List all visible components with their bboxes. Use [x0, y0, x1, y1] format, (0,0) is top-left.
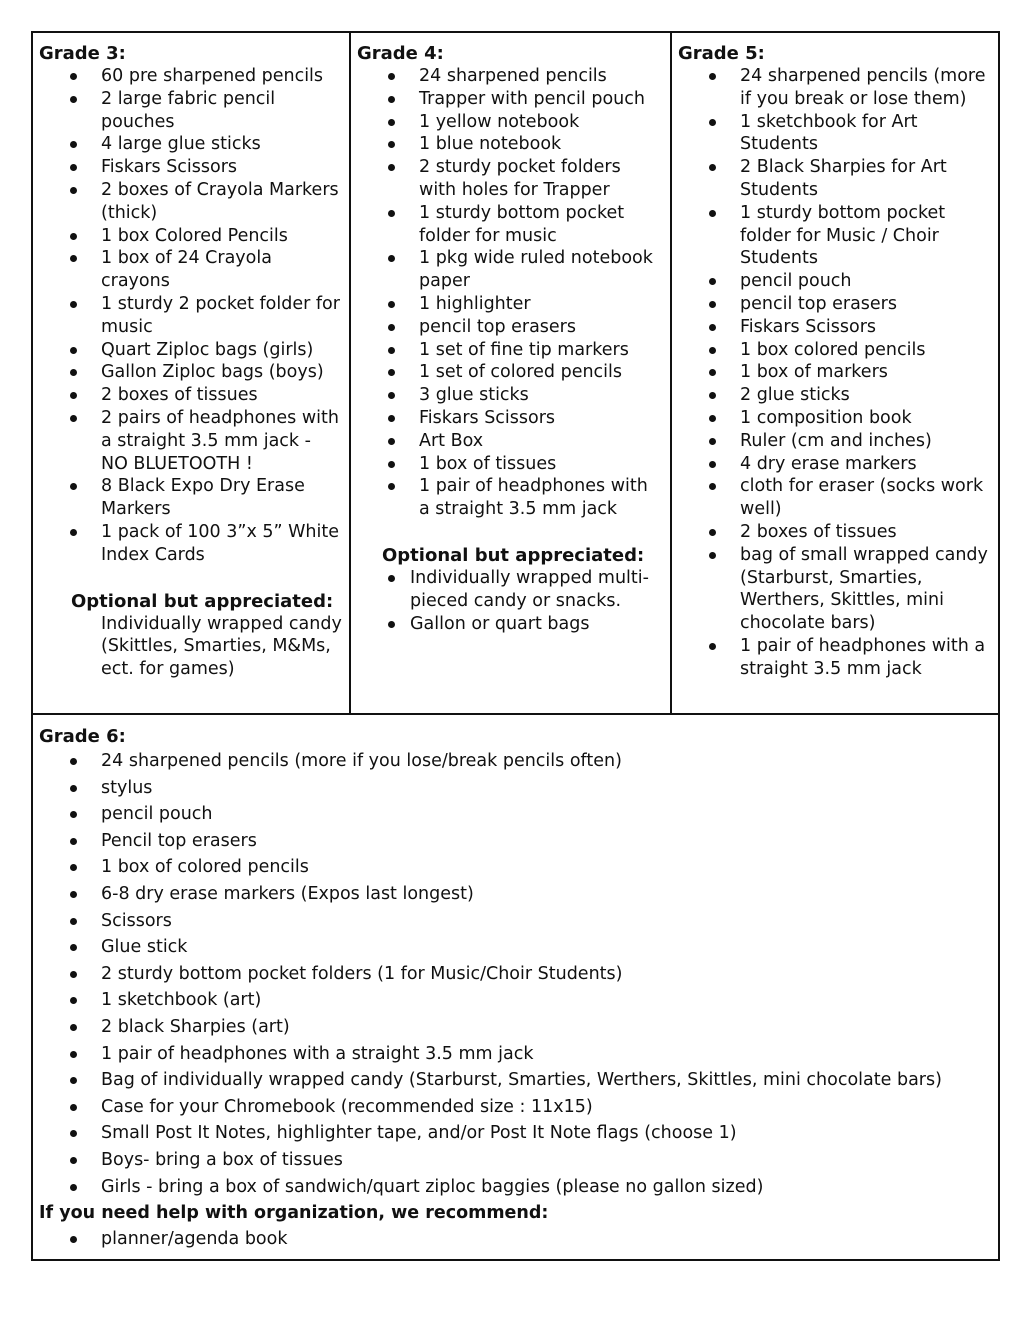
- bullet-icon: [709, 529, 716, 536]
- bullet-icon: [70, 758, 77, 765]
- bullet-icon: [388, 119, 395, 126]
- bullet-icon: [709, 119, 716, 126]
- organization-list: [39, 1226, 992, 1253]
- list-item: Ruler (cm and inches): [678, 430, 992, 453]
- bullet-icon: [388, 621, 395, 628]
- bullet-icon: [70, 1157, 77, 1164]
- grade-3-heading: Grade 3:: [39, 43, 126, 64]
- list-item: 2 boxes of Crayola Markers (thick): [39, 179, 343, 225]
- grade-3-optional-text: Individually wrapped candy (Skittles, Smarties, M&Ms, ect. for games): [101, 613, 342, 680]
- bullet-icon: [709, 164, 716, 171]
- bullet-icon: [70, 1077, 77, 1084]
- list-item: 4 dry erase markers: [678, 453, 992, 476]
- list-item: Case for your Chromebook (recommended size : 11x15): [39, 1094, 992, 1121]
- list-item: pencil top erasers: [678, 293, 992, 316]
- list-item: pencil pouch: [39, 801, 992, 828]
- bullet-icon: [70, 1024, 77, 1031]
- list-item: Fiskars Scissors: [678, 316, 992, 339]
- grade-5-list: [678, 65, 992, 681]
- bullet-icon: [709, 552, 716, 559]
- bullet-icon: [709, 210, 716, 217]
- list-item: pencil top erasers: [357, 316, 664, 339]
- bullet-icon: [70, 864, 77, 871]
- list-item: 1 pair of headphones with a straight 3.5 mm jack: [357, 475, 664, 521]
- list-item: cloth for eraser (socks work well): [678, 475, 992, 521]
- bullet-icon: [70, 971, 77, 978]
- grade-4-column: [351, 33, 672, 713]
- bullet-icon: [388, 461, 395, 468]
- list-item: 2 black Sharpies (art): [39, 1014, 992, 1041]
- grade-3-optional-heading: Optional but appreciated:: [71, 590, 334, 612]
- bullet-icon: [709, 347, 716, 354]
- bullet-icon: [709, 483, 716, 490]
- grade-6-heading: Grade 6:: [39, 726, 126, 747]
- bullet-icon: [70, 392, 77, 399]
- list-item: 2 large fabric pencil pouches: [39, 88, 343, 134]
- organization-heading: If you need help with organization, we recommend:: [39, 1203, 549, 1224]
- bullet-icon: [70, 164, 77, 171]
- bullet-icon: [388, 141, 395, 148]
- bullet-icon: [70, 255, 77, 262]
- bullet-icon: [388, 369, 395, 376]
- list-item: 1 set of colored pencils: [357, 361, 664, 384]
- list-item: Small Post It Notes, highlighter tape, and/or Post It Note flags (choose 1): [39, 1120, 992, 1147]
- supply-list-table: [31, 31, 1000, 1261]
- list-item: Boys- bring a box of tissues: [39, 1147, 992, 1174]
- bullet-icon: [388, 483, 395, 490]
- list-item: 1 sketchbook for Art Students: [678, 111, 992, 157]
- bullet-icon: [388, 324, 395, 331]
- bullet-icon: [709, 278, 716, 285]
- list-item: 2 pairs of headphones with a straight 3.5 mm jack - NO BLUETOOTH !: [39, 407, 343, 475]
- list-item: 1 sketchbook (art): [39, 987, 992, 1014]
- bullet-icon: [709, 369, 716, 376]
- list-item: bag of small wrapped candy (Starburst, Smarties, Werthers, Skittles, mini chocolate bars): [678, 544, 992, 635]
- list-item: 2 boxes of tissues: [39, 384, 343, 407]
- bullet-icon: [709, 392, 716, 399]
- list-item: 1 box of tissues: [357, 453, 664, 476]
- list-item: 24 sharpened pencils (more if you break or lose them): [678, 65, 992, 111]
- list-item: 2 sturdy bottom pocket folders (1 for Music/Choir Students): [39, 961, 992, 988]
- bullet-icon: [70, 347, 77, 354]
- list-item: planner/agenda book: [39, 1226, 992, 1253]
- list-item: 60 pre sharpened pencils: [39, 65, 343, 88]
- list-item: Gallon or quart bags: [357, 613, 664, 636]
- bullet-icon: [388, 392, 395, 399]
- bullet-icon: [709, 301, 716, 308]
- bullet-icon: [70, 1236, 77, 1243]
- list-item: Trapper with pencil pouch: [357, 88, 664, 111]
- bullet-icon: [70, 96, 77, 103]
- grade-6-list: [39, 748, 992, 1200]
- list-item: Scissors: [39, 908, 992, 935]
- list-item: 2 Black Sharpies for Art Students: [678, 156, 992, 202]
- grade-5-column: [672, 33, 998, 713]
- bullet-icon: [388, 575, 395, 582]
- list-item: 1 sturdy bottom pocket folder for Music / Choir Students: [678, 202, 992, 270]
- list-item: 2 sturdy pocket folders with holes for Trapper: [357, 156, 664, 202]
- grade-4-heading: Grade 4:: [357, 43, 444, 64]
- list-item: 1 set of fine tip markers: [357, 339, 664, 362]
- bullet-icon: [709, 415, 716, 422]
- bullet-icon: [70, 233, 77, 240]
- bullet-icon: [709, 461, 716, 468]
- list-item: Fiskars Scissors: [39, 156, 343, 179]
- bullet-icon: [70, 811, 77, 818]
- list-item: 2 glue sticks: [678, 384, 992, 407]
- list-item: 1 sturdy 2 pocket folder for music: [39, 293, 343, 339]
- grades-3-5-row: [33, 33, 998, 715]
- list-item: 1 pkg wide ruled notebook paper: [357, 247, 664, 293]
- list-item: 1 pair of headphones with a straight 3.5 mm jack: [678, 635, 992, 681]
- list-item: 24 sharpened pencils (more if you lose/break pencils often): [39, 748, 992, 775]
- list-item: Glue stick: [39, 934, 992, 961]
- bullet-icon: [70, 997, 77, 1004]
- list-item: 1 pair of headphones with a straight 3.5 mm jack: [39, 1041, 992, 1068]
- list-item: 3 glue sticks: [357, 384, 664, 407]
- list-item: 8 Black Expo Dry Erase Markers: [39, 475, 343, 521]
- grade-3-list: [39, 65, 343, 567]
- bullet-icon: [388, 301, 395, 308]
- list-item: 1 pack of 100 3”x 5” White Index Cards: [39, 521, 343, 567]
- bullet-icon: [709, 438, 716, 445]
- list-item: Individually wrapped multi-pieced candy or snacks.: [357, 567, 664, 613]
- bullet-icon: [709, 324, 716, 331]
- bullet-icon: [388, 96, 395, 103]
- bullet-icon: [70, 785, 77, 792]
- list-item: 1 box of colored pencils: [39, 854, 992, 881]
- bullet-icon: [388, 438, 395, 445]
- list-item: Gallon Ziploc bags (boys): [39, 361, 343, 384]
- bullet-icon: [388, 415, 395, 422]
- list-item: 1 box Colored Pencils: [39, 225, 343, 248]
- bullet-icon: [70, 1130, 77, 1137]
- bullet-icon: [70, 187, 77, 194]
- bullet-icon: [709, 73, 716, 80]
- bullet-icon: [70, 369, 77, 376]
- bullet-icon: [388, 210, 395, 217]
- list-item: Girls - bring a box of sandwich/quart ziploc baggies (please no gallon sized): [39, 1174, 992, 1201]
- bullet-icon: [70, 483, 77, 490]
- bullet-icon: [70, 918, 77, 925]
- bullet-icon: [70, 838, 77, 845]
- list-item: pencil pouch: [678, 270, 992, 293]
- list-item: 1 highlighter: [357, 293, 664, 316]
- bullet-icon: [70, 529, 77, 536]
- bullet-icon: [388, 164, 395, 171]
- list-item: Fiskars Scissors: [357, 407, 664, 430]
- bullet-icon: [70, 141, 77, 148]
- bullet-icon: [70, 1051, 77, 1058]
- list-item: stylus: [39, 775, 992, 802]
- grade-4-optional-heading: Optional but appreciated:: [382, 544, 645, 566]
- grade-4-optional-list: [357, 567, 664, 635]
- grade-6-section: [33, 713, 998, 1259]
- grade-4-list: [357, 65, 664, 521]
- list-item: 1 yellow notebook: [357, 111, 664, 134]
- bullet-icon: [70, 891, 77, 898]
- bullet-icon: [70, 415, 77, 422]
- list-item: Bag of individually wrapped candy (Starburst, Smarties, Werthers, Skittles, mini chocolate bars): [39, 1067, 992, 1094]
- list-item: 6-8 dry erase markers (Expos last longest): [39, 881, 992, 908]
- grade-3-column: [33, 33, 351, 713]
- list-item: 2 boxes of tissues: [678, 521, 992, 544]
- list-item: 24 sharpened pencils: [357, 65, 664, 88]
- bullet-icon: [709, 643, 716, 650]
- list-item: 1 composition book: [678, 407, 992, 430]
- list-item: Quart Ziploc bags (girls): [39, 339, 343, 362]
- list-item: 1 box of markers: [678, 361, 992, 384]
- list-item: 1 box of 24 Crayola crayons: [39, 247, 343, 293]
- bullet-icon: [388, 347, 395, 354]
- bullet-icon: [388, 255, 395, 262]
- bullet-icon: [70, 1104, 77, 1111]
- bullet-icon: [70, 944, 77, 951]
- list-item: 1 blue notebook: [357, 133, 664, 156]
- list-item: Pencil top erasers: [39, 828, 992, 855]
- list-item: 4 large glue sticks: [39, 133, 343, 156]
- bullet-icon: [70, 73, 77, 80]
- list-item: Art Box: [357, 430, 664, 453]
- grade-5-heading: Grade 5:: [678, 43, 765, 64]
- bullet-icon: [388, 73, 395, 80]
- list-item: 1 sturdy bottom pocket folder for music: [357, 202, 664, 248]
- bullet-icon: [70, 301, 77, 308]
- bullet-icon: [70, 1184, 77, 1191]
- list-item: 1 box colored pencils: [678, 339, 992, 362]
